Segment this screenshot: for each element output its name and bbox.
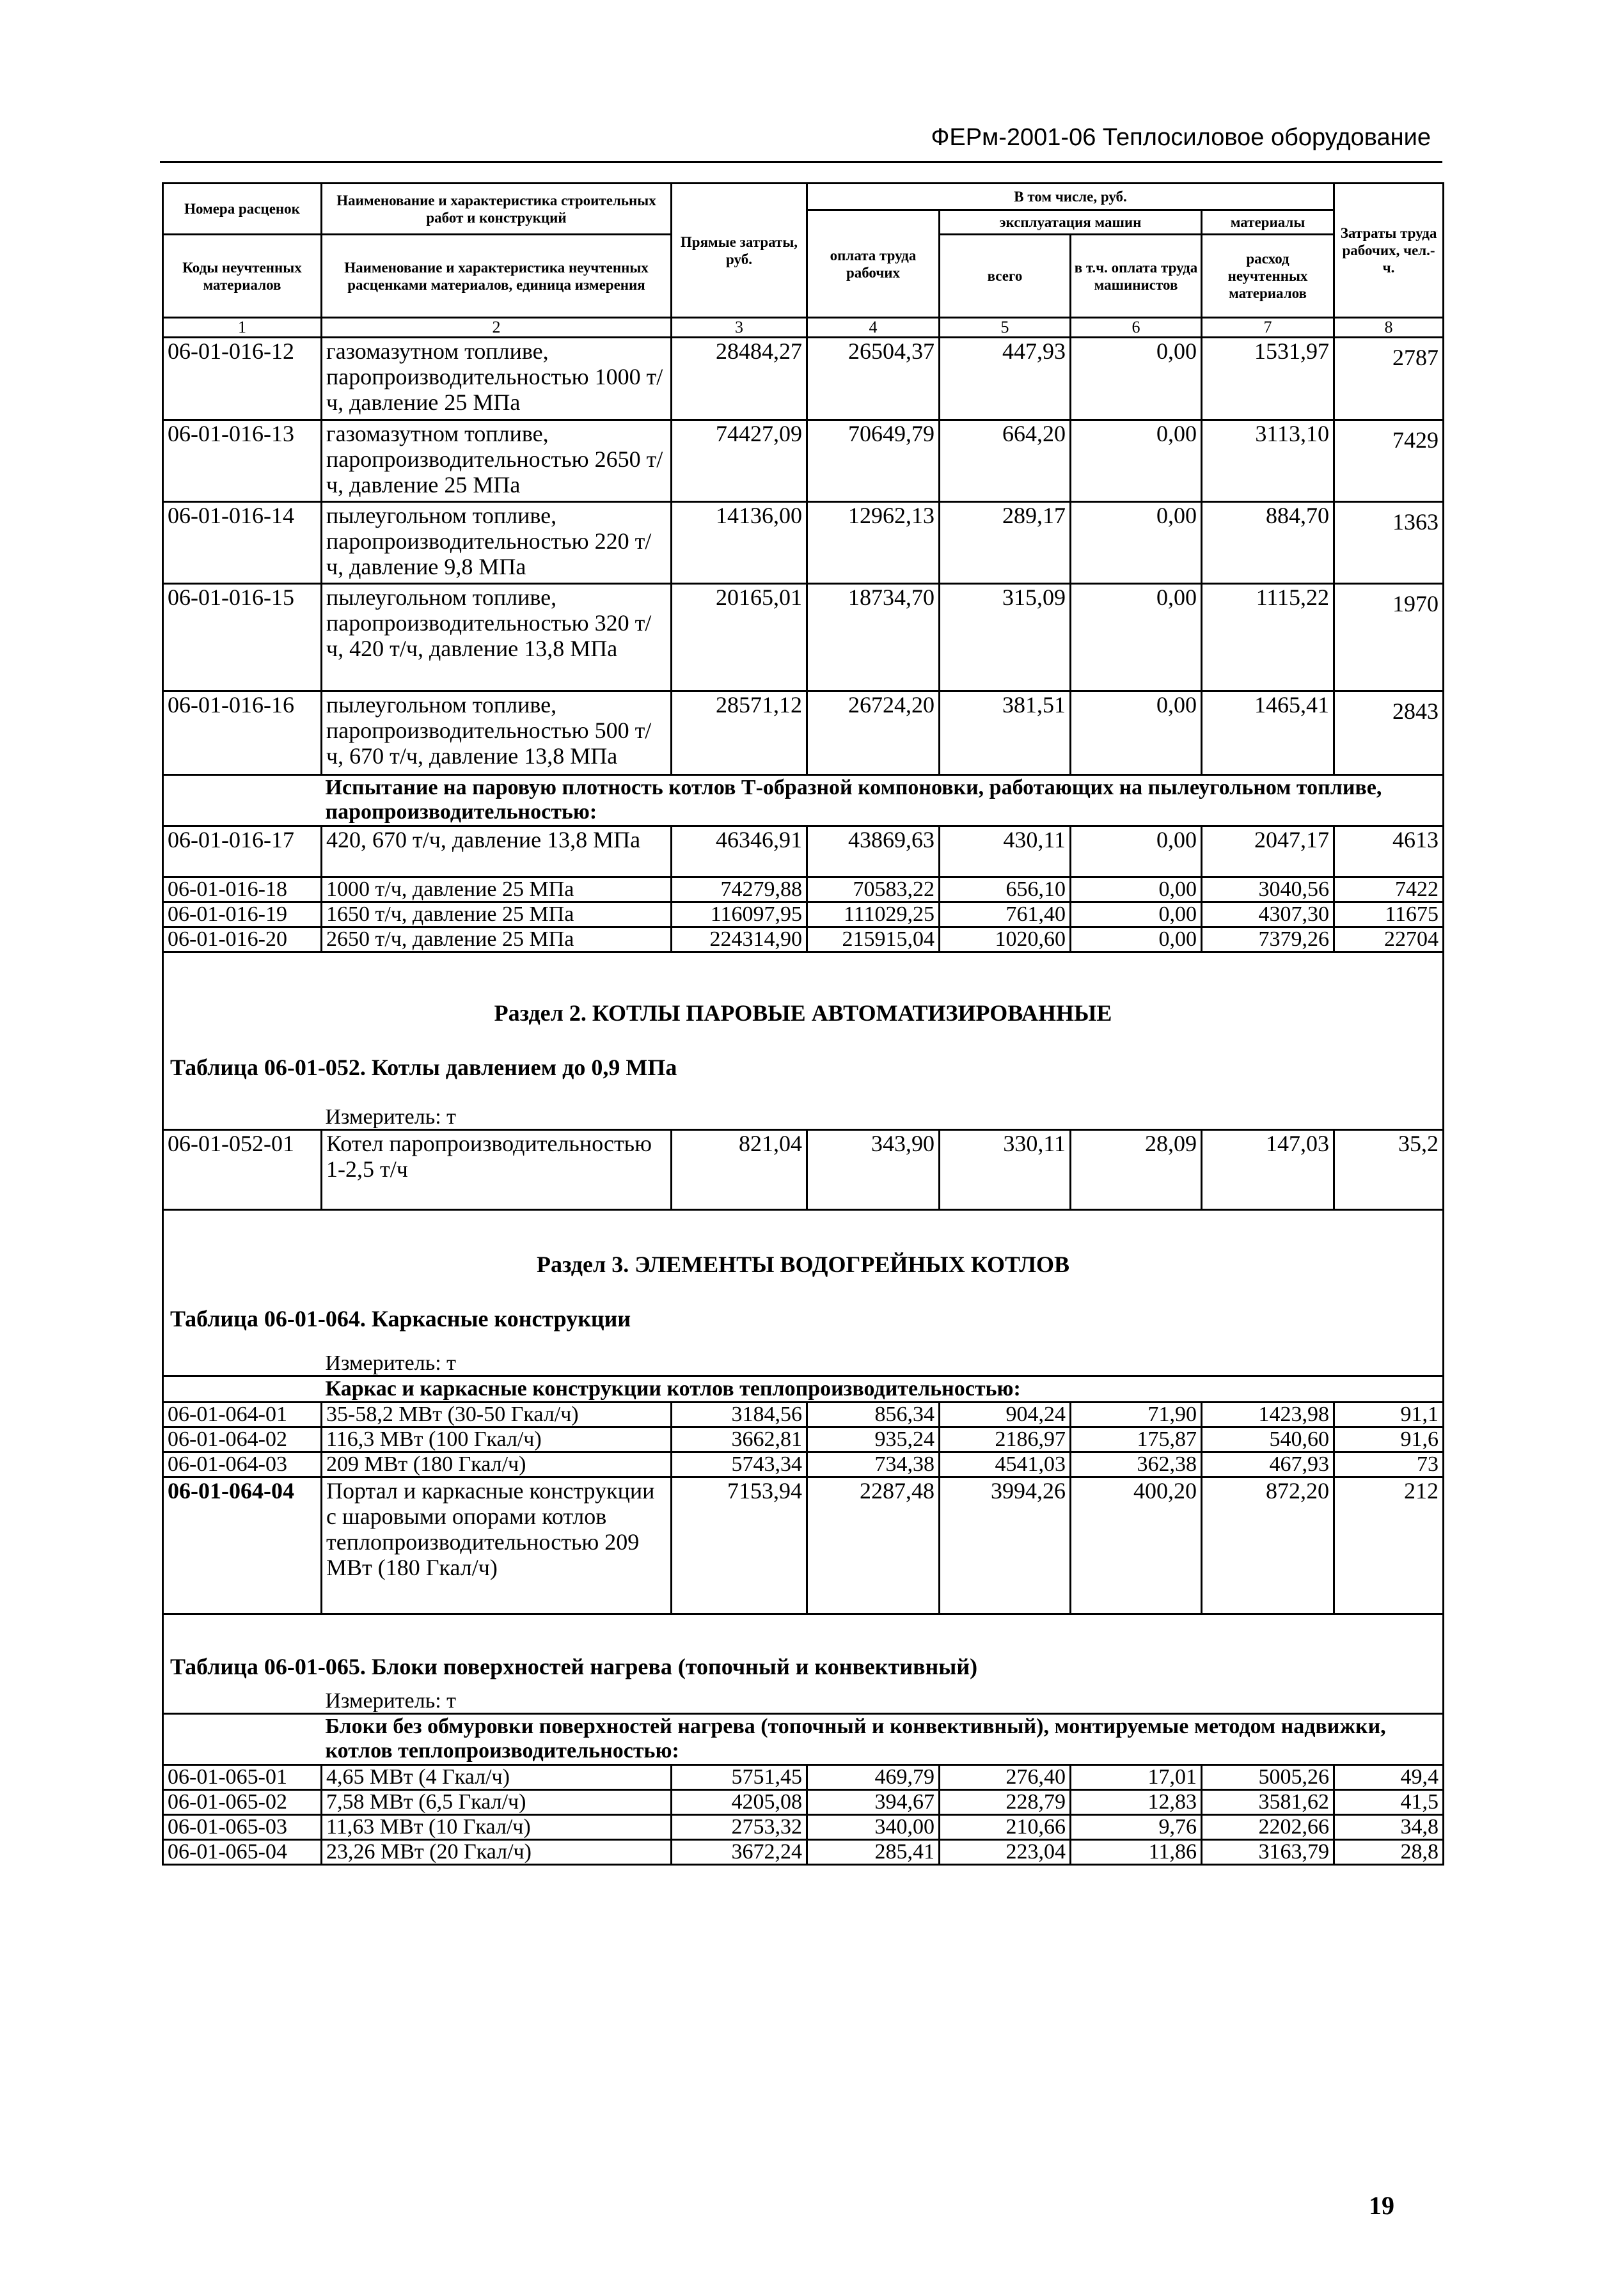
direct-cost: 5743,34 — [672, 1452, 807, 1477]
col3-header: Прямые затраты, руб. — [672, 184, 807, 318]
section-title-row — [163, 952, 1444, 1055]
labor-cost: 2287,48 — [807, 1477, 940, 1614]
machinist-labor-cost: 12,83 — [1071, 1790, 1202, 1815]
table-title: Таблица 06-01-064. Каркасные конструкции — [163, 1306, 1444, 1346]
machine-cost: 330,11 — [940, 1130, 1071, 1210]
group-title: Блоки без обмуровки поверхностей нагрева (топочный и конвективный), монтируемые методом надвижки, котлов теплопроизводительностью: — [322, 1714, 1444, 1765]
measure-unit: Измеритель: т — [322, 1683, 1444, 1714]
direct-cost: 3662,81 — [672, 1427, 807, 1452]
table-row — [163, 927, 1444, 952]
machine-cost: 276,40 — [940, 1765, 1071, 1790]
machines-header: эксплуатация машин — [940, 210, 1202, 235]
direct-cost: 116097,95 — [672, 902, 807, 927]
direct-cost: 74279,88 — [672, 877, 807, 902]
labor-cost: 856,34 — [807, 1403, 940, 1427]
material-cost: 2202,66 — [1202, 1815, 1334, 1840]
rate-code: 06-01-064-04 — [163, 1477, 322, 1614]
machinist-labor-cost: 28,09 — [1071, 1130, 1202, 1210]
direct-cost: 4205,08 — [672, 1790, 807, 1815]
labor-hours: 2787 — [1334, 338, 1444, 420]
labor-cost: 215915,04 — [807, 927, 940, 952]
table-row — [163, 502, 1444, 584]
table-row — [163, 420, 1444, 502]
rate-name: 7,58 МВт (6,5 Гкал/ч) — [322, 1790, 672, 1815]
material-cost: 1531,97 — [1202, 338, 1334, 420]
table-title-row — [163, 1614, 1444, 1683]
labor-hours: 1970 — [1334, 584, 1444, 691]
labor-hours: 7429 — [1334, 420, 1444, 502]
rate-code: 06-01-064-02 — [163, 1427, 322, 1452]
table-row — [163, 1427, 1444, 1452]
table-row — [163, 826, 1444, 877]
machine-cost: 904,24 — [940, 1403, 1071, 1427]
machine-cost: 430,11 — [940, 826, 1071, 877]
col-number: 5 — [940, 318, 1071, 338]
col1a-header: Номера расценок — [163, 184, 322, 235]
machine-cost: 315,09 — [940, 584, 1071, 691]
material-cost: 884,70 — [1202, 502, 1334, 584]
machinist-labor-cost: 71,90 — [1071, 1403, 1202, 1427]
table-row — [163, 338, 1444, 420]
col-number: 3 — [672, 318, 807, 338]
machinist-labor-cost: 0,00 — [1071, 584, 1202, 691]
table-row — [163, 1452, 1444, 1477]
col-number: 4 — [807, 318, 940, 338]
labor-cost: 285,41 — [807, 1840, 940, 1865]
rate-code: 06-01-065-04 — [163, 1840, 322, 1865]
table-row — [163, 877, 1444, 902]
material-cost: 4307,30 — [1202, 902, 1334, 927]
material-cost: 5005,26 — [1202, 1765, 1334, 1790]
machinist-labor-cost: 11,86 — [1071, 1840, 1202, 1865]
labor-hours: 1363 — [1334, 502, 1444, 584]
group-title: Каркас и каркасные конструкции котлов теплопроизводительностью: — [322, 1376, 1444, 1403]
machinist-labor-cost: 9,76 — [1071, 1815, 1202, 1840]
col2b-header: Наименование и характеристика неучтенных расценками материалов, единица измерения — [322, 235, 672, 318]
machinist-labor-cost: 0,00 — [1071, 338, 1202, 420]
material-cost: 1465,41 — [1202, 691, 1334, 775]
col-number: 2 — [322, 318, 672, 338]
table-row — [163, 1130, 1444, 1210]
machinist-labor-cost: 0,00 — [1071, 902, 1202, 927]
rate-code: 06-01-016-18 — [163, 877, 322, 902]
measure-row — [163, 1099, 1444, 1130]
labor-hours: 41,5 — [1334, 1790, 1444, 1815]
col6-header: в т.ч. оплата труда машинистов — [1071, 235, 1202, 318]
labor-hours: 22704 — [1334, 927, 1444, 952]
direct-cost: 5751,45 — [672, 1765, 807, 1790]
direct-cost: 7153,94 — [672, 1477, 807, 1614]
table-row — [163, 584, 1444, 691]
labor-cost: 394,67 — [807, 1790, 940, 1815]
col4-header: оплата труда рабочих — [807, 210, 940, 318]
labor-cost: 43869,63 — [807, 826, 940, 877]
labor-hours: 4613 — [1334, 826, 1444, 877]
rate-name: пылеугольном топливе, паропроизводительностью 320 т/ч, 420 т/ч, давление 13,8 МПа — [322, 584, 672, 691]
material-cost: 1423,98 — [1202, 1403, 1334, 1427]
labor-hours: 49,4 — [1334, 1765, 1444, 1790]
incl-header: В том числе, руб. — [807, 184, 1334, 210]
labor-hours: 34,8 — [1334, 1815, 1444, 1840]
rate-name: 2650 т/ч, давление 25 МПа — [322, 927, 672, 952]
direct-cost: 2753,32 — [672, 1815, 807, 1840]
machinist-labor-cost: 400,20 — [1071, 1477, 1202, 1614]
rate-name: Котел паропроизводительностью 1-2,5 т/ч — [322, 1130, 672, 1210]
col2a-header: Наименование и характеристика строительных работ и конструкций — [322, 184, 672, 235]
machine-cost: 447,93 — [940, 338, 1071, 420]
rate-code: 06-01-016-20 — [163, 927, 322, 952]
machine-cost: 289,17 — [940, 502, 1071, 584]
machinist-labor-cost: 0,00 — [1071, 691, 1202, 775]
table-row — [163, 902, 1444, 927]
material-cost: 467,93 — [1202, 1452, 1334, 1477]
labor-hours: 212 — [1334, 1477, 1444, 1614]
direct-cost: 3184,56 — [672, 1403, 807, 1427]
section-title-row — [163, 1210, 1444, 1306]
direct-cost: 74427,09 — [672, 420, 807, 502]
col7-header: расход неучтенных материалов — [1202, 235, 1334, 318]
labor-cost: 935,24 — [807, 1427, 940, 1452]
rate-code: 06-01-016-14 — [163, 502, 322, 584]
material-cost: 2047,17 — [1202, 826, 1334, 877]
direct-cost: 3672,24 — [672, 1840, 807, 1865]
rate-name: 1650 т/ч, давление 25 МПа — [322, 902, 672, 927]
rate-code: 06-01-052-01 — [163, 1130, 322, 1210]
material-cost: 3113,10 — [1202, 420, 1334, 502]
col-number: 6 — [1071, 318, 1202, 338]
material-cost: 3163,79 — [1202, 1840, 1334, 1865]
rate-name: пылеугольном топливе, паропроизводительностью 500 т/ч, 670 т/ч, давление 13,8 МПа — [322, 691, 672, 775]
labor-cost: 26724,20 — [807, 691, 940, 775]
machinist-labor-cost: 0,00 — [1071, 420, 1202, 502]
table-row — [163, 1790, 1444, 1815]
table-title-row — [163, 1306, 1444, 1346]
rate-code: 06-01-016-15 — [163, 584, 322, 691]
rate-name: 209 МВт (180 Гкал/ч) — [322, 1452, 672, 1477]
labor-cost: 12962,13 — [807, 502, 940, 584]
labor-hours: 91,6 — [1334, 1427, 1444, 1452]
labor-cost: 734,38 — [807, 1452, 940, 1477]
machinist-labor-cost: 0,00 — [1071, 877, 1202, 902]
machinist-labor-cost: 0,00 — [1071, 927, 1202, 952]
rate-code: 06-01-016-13 — [163, 420, 322, 502]
machinist-labor-cost: 0,00 — [1071, 502, 1202, 584]
table-row — [163, 1765, 1444, 1790]
rate-name: 23,26 МВт (20 Гкал/ч) — [322, 1840, 672, 1865]
rate-code: 06-01-064-01 — [163, 1403, 322, 1427]
col-number: 8 — [1334, 318, 1444, 338]
direct-cost: 224314,90 — [672, 927, 807, 952]
labor-cost: 26504,37 — [807, 338, 940, 420]
rate-code: 06-01-016-19 — [163, 902, 322, 927]
machinist-labor-cost: 362,38 — [1071, 1452, 1202, 1477]
rate-name: пылеугольном топливе, паропроизводительностью 220 т/ч, давление 9,8 МПа — [322, 502, 672, 584]
labor-cost: 111029,25 — [807, 902, 940, 927]
rate-code: 06-01-065-02 — [163, 1790, 322, 1815]
measure-unit: Измеритель: т — [322, 1346, 1444, 1376]
col-number: 1 — [163, 318, 322, 338]
labor-cost: 343,90 — [807, 1130, 940, 1210]
rate-code: 06-01-016-17 — [163, 826, 322, 877]
machinist-labor-cost: 175,87 — [1071, 1427, 1202, 1452]
rate-name: 116,3 МВт (100 Гкал/ч) — [322, 1427, 672, 1452]
labor-cost: 340,00 — [807, 1815, 940, 1840]
direct-cost: 28484,27 — [672, 338, 807, 420]
group-title-row — [163, 775, 1444, 826]
rate-name: 4,65 МВт (4 Гкал/ч) — [322, 1765, 672, 1790]
table-row — [163, 1403, 1444, 1427]
table-row — [163, 1477, 1444, 1614]
table-row — [163, 691, 1444, 775]
machinist-labor-cost: 17,01 — [1071, 1765, 1202, 1790]
table-row — [163, 1840, 1444, 1865]
direct-cost: 46346,91 — [672, 826, 807, 877]
machine-cost: 223,04 — [940, 1840, 1071, 1865]
direct-cost: 821,04 — [672, 1130, 807, 1210]
group-title: Испытание на паровую плотность котлов Т-образной компоновки, работающих на пылеугольном топливе, паропроизводительностью: — [322, 775, 1444, 826]
section-title: Раздел 2. КОТЛЫ ПАРОВЫЕ АВТОМАТИЗИРОВАННЫЕ — [163, 952, 1444, 1055]
machine-cost: 761,40 — [940, 902, 1071, 927]
machine-cost: 228,79 — [940, 1790, 1071, 1815]
material-cost: 3040,56 — [1202, 877, 1334, 902]
machinist-labor-cost: 0,00 — [1071, 826, 1202, 877]
material-cost: 540,60 — [1202, 1427, 1334, 1452]
running-header — [160, 123, 1442, 163]
group-title-row — [163, 1714, 1444, 1765]
machine-cost: 656,10 — [940, 877, 1071, 902]
material-cost: 3581,62 — [1202, 1790, 1334, 1815]
machine-cost: 381,51 — [940, 691, 1071, 775]
direct-cost: 14136,00 — [672, 502, 807, 584]
material-cost: 7379,26 — [1202, 927, 1334, 952]
labor-cost: 469,79 — [807, 1765, 940, 1790]
labor-hours: 2843 — [1334, 691, 1444, 775]
rate-code: 06-01-065-01 — [163, 1765, 322, 1790]
rate-code: 06-01-065-03 — [163, 1815, 322, 1840]
labor-hours: 11675 — [1334, 902, 1444, 927]
table-title: Таблица 06-01-065. Блоки поверхностей нагрева (топочный и конвективный) — [163, 1614, 1444, 1683]
rate-name: газомазутном топливе, паропроизводительностью 1000 т/ч, давление 25 МПа — [322, 338, 672, 420]
rate-name: 420, 670 т/ч, давление 13,8 МПа — [322, 826, 672, 877]
rate-name: 11,63 МВт (10 Гкал/ч) — [322, 1815, 672, 1840]
labor-hours: 28,8 — [1334, 1840, 1444, 1865]
rates-table-016 — [162, 182, 1444, 1866]
labor-cost: 70649,79 — [807, 420, 940, 502]
rate-name: 1000 т/ч, давление 25 МПа — [322, 877, 672, 902]
measure-row — [163, 1683, 1444, 1714]
col8-header: Затраты труда рабочих, чел.-ч. — [1334, 184, 1444, 318]
rate-name: газомазутном топливе, паропроизводительностью 2650 т/ч, давление 25 МПа — [322, 420, 672, 502]
labor-hours: 7422 — [1334, 877, 1444, 902]
labor-hours: 91,1 — [1334, 1403, 1444, 1427]
material-cost: 1115,22 — [1202, 584, 1334, 691]
materials-header: материалы — [1202, 210, 1334, 235]
rate-name: 35-58,2 МВт (30-50 Гкал/ч) — [322, 1403, 672, 1427]
col1b-header: Коды неучтенных материалов — [163, 235, 322, 318]
group-title-row — [163, 1376, 1444, 1403]
measure-unit: Измеритель: т — [322, 1099, 1444, 1130]
machine-cost: 2186,97 — [940, 1427, 1071, 1452]
machine-cost: 1020,60 — [940, 927, 1071, 952]
running-header-title: ФЕРм-2001-06 Теплосиловое оборудование — [931, 124, 1431, 151]
table-row — [163, 1815, 1444, 1840]
labor-hours: 35,2 — [1334, 1130, 1444, 1210]
machine-cost: 664,20 — [940, 420, 1071, 502]
machine-cost: 210,66 — [940, 1815, 1071, 1840]
labor-hours: 73 — [1334, 1452, 1444, 1477]
col5-header: всего — [940, 235, 1071, 318]
page-number: 19 — [1369, 2191, 1394, 2220]
rate-name: Портал и каркасные конструкции с шаровыми опорами котлов теплопроизводительностью 209 МВт (180 Гкал/ч) — [322, 1477, 672, 1614]
direct-cost: 28571,12 — [672, 691, 807, 775]
rate-code: 06-01-016-16 — [163, 691, 322, 775]
table-title-row — [163, 1055, 1444, 1099]
material-cost: 147,03 — [1202, 1130, 1334, 1210]
table-title: Таблица 06-01-052. Котлы давлением до 0,9 МПа — [163, 1055, 1444, 1099]
rate-code: 06-01-064-03 — [163, 1452, 322, 1477]
rate-code: 06-01-016-12 — [163, 338, 322, 420]
section-title: Раздел 3. ЭЛЕМЕНТЫ ВОДОГРЕЙНЫХ КОТЛОВ — [163, 1210, 1444, 1306]
measure-row — [163, 1346, 1444, 1376]
material-cost: 872,20 — [1202, 1477, 1334, 1614]
direct-cost: 20165,01 — [672, 584, 807, 691]
machine-cost: 3994,26 — [940, 1477, 1071, 1614]
col-number: 7 — [1202, 318, 1334, 338]
labor-cost: 18734,70 — [807, 584, 940, 691]
labor-cost: 70583,22 — [807, 877, 940, 902]
machine-cost: 4541,03 — [940, 1452, 1071, 1477]
